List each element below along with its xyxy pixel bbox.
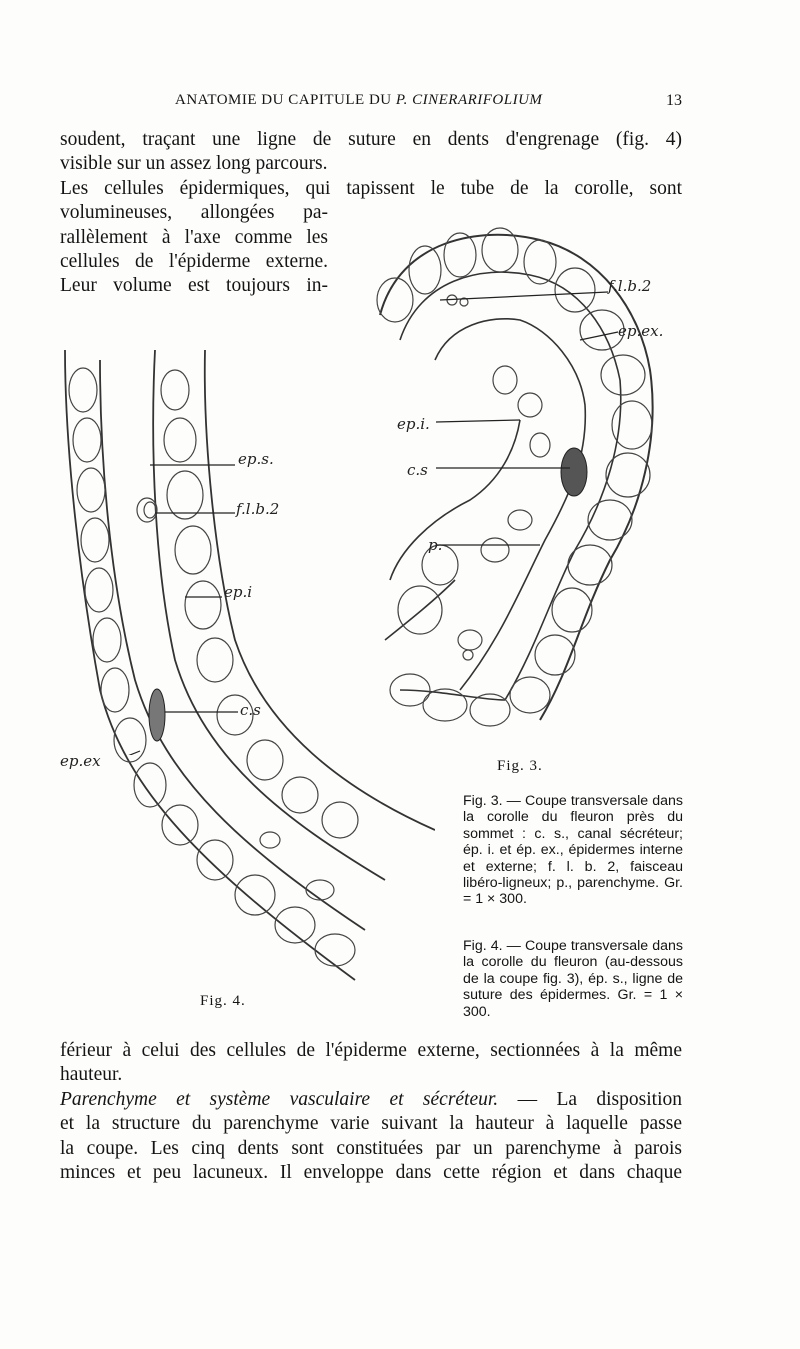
fig3-label-epex: ep.ex. [618,322,664,340]
fig4-label-flb2: f.l.b.2 [236,500,280,518]
fig3-label-flb2: f.l.b.2 [608,277,652,295]
text-line: Leur volume est toujours in- [60,275,328,297]
figure-4-label: Fig. 4. [200,993,246,1009]
text-line: hauteur. [60,1064,123,1086]
figure-3-label: Fig. 3. [497,758,543,774]
text-line: volumineuses, allongées pa- [60,202,328,224]
fig4-leader-lines [100,455,300,755]
fig4-label-eps: ep.s. [238,450,274,468]
text-line: rallèlement à l'axe comme les [60,226,328,248]
fig3-label-epi: ep.i. [397,415,430,433]
running-header [60,92,682,114]
running-title: ANATOMIE DU CAPITULE DU P. CINERARIFOLIUM [175,92,543,108]
figure-4-caption: Fig. 4. — Coupe transversale dans la corolle du fleuron (au-dessous de la coupe fig. 3), ép. s., ligne de suture des épidermes. Gr. = 1 × 300. [463,938,683,1020]
fig3-leader-lines [400,270,700,590]
text-line: la coupe. Les cinq dents sont constituées par un parenchyme à parois [60,1137,682,1159]
fig4-label-epex: ep.ex [60,752,101,770]
text-line: Les cellules épidermiques, qui tapissent le tube de la corolle, sont [60,177,682,199]
fig3-label-cs: c.s [407,461,428,479]
figure-3-caption: Fig. 3. — Coupe transversale dans la corolle du fleuron près du sommet : c. s., canal sécréteur; ép. i. et ép. ex., épidermes interne et externe; f. l. b. 2, faisceau libéro-ligneux; p., parenchyme. Gr. = 1 × 300. [463,793,683,908]
fig3-label-p: p. [428,536,443,554]
text-line: minces et peu lacuneux. Il enveloppe dans cette région et dans chaque [60,1162,682,1184]
text-line: cellules de l'épiderme externe. [60,251,328,273]
text-line: soudent, traçant une ligne de suture en dents d'engrenage (fig. 4) [60,129,682,150]
page-number: 13 [666,92,682,109]
body-paragraph-bottom [60,1039,682,1185]
text-line: visible sur un assez long parcours. [60,153,328,175]
fig4-label-epi: ep.i [224,583,253,601]
text-line: férieur à celui des cellules de l'épiderme externe, sectionnées à la même [60,1040,682,1061]
text-line: et la structure du parenchyme varie suivant la hauteur à laquelle passe [60,1113,682,1135]
fig4-label-cs: c.s [240,701,261,719]
section-heading-line: Parenchyme et système vasculaire et sécréteur. — La disposition [60,1088,682,1110]
section-heading: Parenchyme et système vasculaire et sécréteur. [60,1088,499,1110]
